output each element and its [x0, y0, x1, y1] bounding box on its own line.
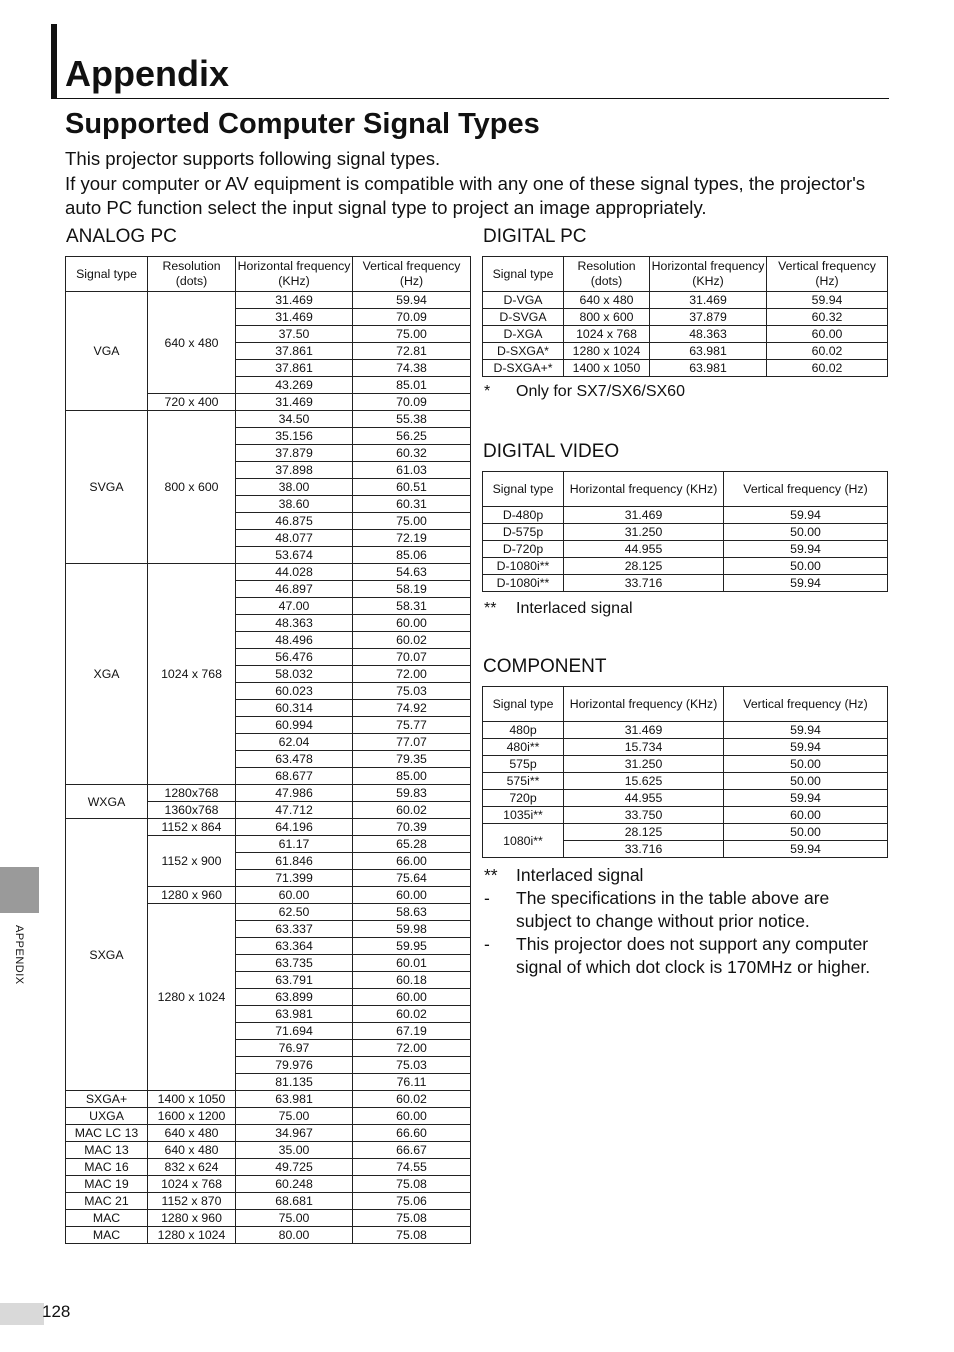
vertical-frequency-cell: 60.00: [353, 1108, 471, 1125]
signal-type-cell: XGA: [66, 564, 148, 785]
horizontal-frequency-cell: 31.469: [564, 507, 724, 524]
vertical-frequency-cell: 59.98: [353, 921, 471, 938]
vertical-frequency-cell: 59.94: [353, 292, 471, 309]
horizontal-frequency-cell: 31.469: [650, 292, 767, 309]
resolution-cell: 1024 x 768: [564, 326, 650, 343]
vertical-frequency-cell: 70.09: [353, 394, 471, 411]
col-header-vertical-frequency: Vertical frequency (Hz): [767, 257, 888, 292]
table-row: [483, 326, 888, 343]
horizontal-frequency-cell: 63.899: [236, 989, 353, 1006]
horizontal-frequency-cell: 60.994: [236, 717, 353, 734]
horizontal-frequency-cell: 34.50: [236, 411, 353, 428]
horizontal-frequency-cell: 31.469: [236, 309, 353, 326]
horizontal-frequency-cell: 81.135: [236, 1074, 353, 1091]
resolution-cell: 1152 x 864: [148, 819, 236, 836]
resolution-cell: 1400 x 1050: [148, 1091, 236, 1108]
horizontal-frequency-cell: 33.716: [564, 841, 724, 858]
table-row: [66, 292, 471, 309]
horizontal-frequency-cell: 46.875: [236, 513, 353, 530]
vertical-frequency-cell: 75.00: [353, 326, 471, 343]
vertical-frequency-cell: 59.94: [724, 739, 888, 756]
horizontal-frequency-cell: 48.363: [650, 326, 767, 343]
bullet-mark: -: [484, 888, 490, 908]
intro-line-1: This projector supports following signal types.: [65, 148, 441, 169]
vertical-frequency-cell: 75.06: [353, 1193, 471, 1210]
col-header-signal-type: Signal type: [66, 257, 148, 292]
horizontal-frequency-cell: 71.694: [236, 1023, 353, 1040]
vertical-frequency-cell: 55.38: [353, 411, 471, 428]
horizontal-frequency-cell: 47.00: [236, 598, 353, 615]
horizontal-frequency-cell: 34.967: [236, 1125, 353, 1142]
table-row: [66, 1159, 471, 1176]
title-bar: [51, 24, 57, 99]
signal-type-cell: 575p: [483, 756, 564, 773]
resolution-cell: 1280x768: [148, 785, 236, 802]
signal-type-cell: UXGA: [66, 1108, 148, 1125]
component-note: [484, 864, 889, 887]
vertical-frequency-cell: 66.67: [353, 1142, 471, 1159]
vertical-frequency-cell: 60.51: [353, 479, 471, 496]
table-row: [66, 1176, 471, 1193]
table-row: [483, 360, 888, 377]
side-label: APPENDIX: [13, 925, 25, 985]
vertical-frequency-cell: 60.31: [353, 496, 471, 513]
note-mark: *: [484, 383, 491, 400]
vertical-frequency-cell: 79.35: [353, 751, 471, 768]
horizontal-frequency-cell: 68.677: [236, 768, 353, 785]
table-row: [483, 824, 888, 841]
horizontal-frequency-cell: 31.250: [564, 524, 724, 541]
vertical-frequency-cell: 60.01: [353, 955, 471, 972]
horizontal-frequency-cell: 47.712: [236, 802, 353, 819]
vertical-frequency-cell: 60.02: [353, 632, 471, 649]
vertical-frequency-cell: 50.00: [724, 773, 888, 790]
horizontal-frequency-cell: 53.674: [236, 547, 353, 564]
page-number-background: [0, 1303, 44, 1325]
col-header-signal-type: Signal type: [483, 472, 564, 507]
col-header-vertical-frequency: Vertical frequency (Hz): [724, 472, 888, 507]
horizontal-frequency-cell: 61.846: [236, 853, 353, 870]
vertical-frequency-cell: 85.00: [353, 768, 471, 785]
vertical-frequency-cell: 74.38: [353, 360, 471, 377]
note-text: Interlaced signal: [516, 600, 633, 617]
resolution-cell: 1152 x 900: [148, 836, 236, 887]
horizontal-frequency-cell: 37.898: [236, 462, 353, 479]
vertical-frequency-cell: 59.94: [724, 507, 888, 524]
table-row: [66, 1193, 471, 1210]
resolution-cell: 640 x 480: [564, 292, 650, 309]
table-row: [483, 343, 888, 360]
note-mark: **: [484, 865, 498, 885]
horizontal-frequency-cell: 71.399: [236, 870, 353, 887]
table-row: [66, 819, 471, 836]
vertical-frequency-cell: 54.63: [353, 564, 471, 581]
resolution-cell: 1280 x 960: [148, 1210, 236, 1227]
col-header-horizontal-frequency: Horizontal frequency (KHz): [564, 472, 724, 507]
signal-type-cell: 575i**: [483, 773, 564, 790]
vertical-frequency-cell: 85.01: [353, 377, 471, 394]
vertical-frequency-cell: 59.94: [724, 541, 888, 558]
vertical-frequency-cell: 60.00: [724, 807, 888, 824]
horizontal-frequency-cell: 61.17: [236, 836, 353, 853]
vertical-frequency-cell: 65.28: [353, 836, 471, 853]
signal-type-cell: MAC 21: [66, 1193, 148, 1210]
bullet-item: [484, 887, 889, 933]
resolution-cell: 832 x 624: [148, 1159, 236, 1176]
vertical-frequency-cell: 70.07: [353, 649, 471, 666]
analog-pc-heading: ANALOG PC: [66, 226, 177, 247]
analog-pc-table: [65, 256, 471, 1244]
horizontal-frequency-cell: 63.364: [236, 938, 353, 955]
horizontal-frequency-cell: 37.879: [236, 445, 353, 462]
horizontal-frequency-cell: 60.00: [236, 887, 353, 904]
bullet-mark: -: [484, 934, 490, 954]
col-header-signal-type: Signal type: [483, 687, 564, 722]
col-header-resolution: Resolution (dots): [564, 257, 650, 292]
horizontal-frequency-cell: 47.986: [236, 785, 353, 802]
vertical-frequency-cell: 50.00: [724, 756, 888, 773]
signal-type-cell: SXGA: [66, 819, 148, 1091]
table-row: [483, 756, 888, 773]
bullet-text: This projector does not support any computer signal of which dot clock is 170MHz or higher.: [516, 934, 871, 977]
page-number: 128: [42, 1302, 71, 1321]
resolution-cell: 1280 x 960: [148, 887, 236, 904]
table-row: [483, 507, 888, 524]
bullet-text: The specifications in the table above are subject to change without prior notice.: [516, 888, 830, 931]
intro-text: [65, 147, 895, 221]
vertical-frequency-cell: 72.81: [353, 343, 471, 360]
resolution-cell: 1400 x 1050: [564, 360, 650, 377]
vertical-frequency-cell: 58.63: [353, 904, 471, 921]
col-header-vertical-frequency: Vertical frequency (Hz): [724, 687, 888, 722]
signal-type-cell: D-SXGA*: [483, 343, 564, 360]
signal-type-cell: SXGA+: [66, 1091, 148, 1108]
vertical-frequency-cell: 70.09: [353, 309, 471, 326]
vertical-frequency-cell: 85.06: [353, 547, 471, 564]
signal-type-cell: MAC 19: [66, 1176, 148, 1193]
digital-video-note: [484, 597, 633, 620]
col-header-horizontal-frequency: Horizontal frequency (KHz): [650, 257, 767, 292]
horizontal-frequency-cell: 48.363: [236, 615, 353, 632]
horizontal-frequency-cell: 38.00: [236, 479, 353, 496]
digital-video-table: [482, 471, 888, 592]
vertical-frequency-cell: 60.02: [353, 802, 471, 819]
col-header-signal-type: Signal type: [483, 257, 564, 292]
horizontal-frequency-cell: 37.861: [236, 343, 353, 360]
horizontal-frequency-cell: 62.04: [236, 734, 353, 751]
vertical-frequency-cell: 61.03: [353, 462, 471, 479]
resolution-cell: 640 x 480: [148, 1142, 236, 1159]
table-row: [483, 773, 888, 790]
horizontal-frequency-cell: 63.981: [650, 343, 767, 360]
signal-type-cell: WXGA: [66, 785, 148, 819]
bullet-item: [484, 933, 889, 979]
resolution-cell: 1280 x 1024: [564, 343, 650, 360]
vertical-frequency-cell: 72.19: [353, 530, 471, 547]
resolution-cell: 1024 x 768: [148, 1176, 236, 1193]
horizontal-frequency-cell: 63.791: [236, 972, 353, 989]
signal-type-cell: 480p: [483, 722, 564, 739]
horizontal-frequency-cell: 35.00: [236, 1142, 353, 1159]
table-row: [66, 1142, 471, 1159]
table-row: [66, 1210, 471, 1227]
horizontal-frequency-cell: 76.97: [236, 1040, 353, 1057]
signal-type-cell: 1080i**: [483, 824, 564, 858]
intro-line-2: If your computer or AV equipment is compatible with any one of these signal types, the projector's auto PC function select the input signal type to project an image appropriately.: [65, 172, 866, 218]
resolution-cell: 800 x 600: [564, 309, 650, 326]
signal-type-cell: VGA: [66, 292, 148, 411]
vertical-frequency-cell: 76.11: [353, 1074, 471, 1091]
col-header-vertical-frequency: Vertical frequency (Hz): [353, 257, 471, 292]
signal-type-cell: 1035i**: [483, 807, 564, 824]
section-tab: [0, 867, 39, 913]
vertical-frequency-cell: 75.03: [353, 1057, 471, 1074]
horizontal-frequency-cell: 31.469: [236, 394, 353, 411]
col-header-horizontal-frequency: Horizontal frequency (KHz): [236, 257, 353, 292]
resolution-cell: 640 x 480: [148, 1125, 236, 1142]
vertical-frequency-cell: 60.00: [353, 615, 471, 632]
vertical-frequency-cell: 60.02: [767, 360, 888, 377]
section-title: Supported Computer Signal Types: [65, 108, 540, 140]
resolution-cell: 1280 x 1024: [148, 904, 236, 1091]
digital-pc-heading: DIGITAL PC: [483, 226, 587, 247]
vertical-frequency-cell: 75.77: [353, 717, 471, 734]
horizontal-frequency-cell: 38.60: [236, 496, 353, 513]
vertical-frequency-cell: 77.07: [353, 734, 471, 751]
horizontal-frequency-cell: 49.725: [236, 1159, 353, 1176]
vertical-frequency-cell: 67.19: [353, 1023, 471, 1040]
horizontal-frequency-cell: 37.879: [650, 309, 767, 326]
table-row: [483, 309, 888, 326]
table-row: [483, 541, 888, 558]
resolution-cell: 1024 x 768: [148, 564, 236, 785]
table-row: [66, 1227, 471, 1244]
component-table: [482, 686, 888, 858]
horizontal-frequency-cell: 48.496: [236, 632, 353, 649]
vertical-frequency-cell: 75.00: [353, 513, 471, 530]
vertical-frequency-cell: 50.00: [724, 524, 888, 541]
vertical-frequency-cell: 75.08: [353, 1176, 471, 1193]
vertical-frequency-cell: 75.08: [353, 1227, 471, 1244]
vertical-frequency-cell: 60.00: [353, 989, 471, 1006]
vertical-frequency-cell: 60.18: [353, 972, 471, 989]
digital-pc-table: [482, 256, 888, 377]
signal-type-cell: 720p: [483, 790, 564, 807]
horizontal-frequency-cell: 46.897: [236, 581, 353, 598]
resolution-cell: 1600 x 1200: [148, 1108, 236, 1125]
horizontal-frequency-cell: 58.032: [236, 666, 353, 683]
horizontal-frequency-cell: 64.196: [236, 819, 353, 836]
table-row: [483, 524, 888, 541]
vertical-frequency-cell: 58.19: [353, 581, 471, 598]
resolution-cell: 1360x768: [148, 802, 236, 819]
signal-type-cell: MAC LC 13: [66, 1125, 148, 1142]
horizontal-frequency-cell: 80.00: [236, 1227, 353, 1244]
vertical-frequency-cell: 60.00: [353, 887, 471, 904]
horizontal-frequency-cell: 44.028: [236, 564, 353, 581]
signal-type-cell: D-SXGA+*: [483, 360, 564, 377]
table-row: [66, 1091, 471, 1108]
horizontal-frequency-cell: 63.337: [236, 921, 353, 938]
vertical-frequency-cell: 59.94: [767, 292, 888, 309]
horizontal-frequency-cell: 44.955: [564, 790, 724, 807]
horizontal-frequency-cell: 28.125: [564, 824, 724, 841]
vertical-frequency-cell: 60.02: [353, 1006, 471, 1023]
table-row: [483, 807, 888, 824]
digital-pc-note: [484, 380, 685, 403]
vertical-frequency-cell: 50.00: [724, 824, 888, 841]
horizontal-frequency-cell: 33.716: [564, 575, 724, 592]
signal-type-cell: D-480p: [483, 507, 564, 524]
horizontal-frequency-cell: 63.735: [236, 955, 353, 972]
note-mark: **: [484, 600, 497, 617]
vertical-frequency-cell: 74.55: [353, 1159, 471, 1176]
vertical-frequency-cell: 59.94: [724, 575, 888, 592]
table-row: [483, 739, 888, 756]
horizontal-frequency-cell: 31.469: [236, 292, 353, 309]
horizontal-frequency-cell: 79.976: [236, 1057, 353, 1074]
table-row: [483, 722, 888, 739]
page-title: Appendix: [65, 53, 230, 94]
table-row: [483, 575, 888, 592]
horizontal-frequency-cell: 63.981: [650, 360, 767, 377]
resolution-cell: 1280 x 1024: [148, 1227, 236, 1244]
component-notes: [484, 864, 889, 979]
signal-type-cell: D-1080i**: [483, 558, 564, 575]
vertical-frequency-cell: 59.83: [353, 785, 471, 802]
note-text: Interlaced signal: [516, 865, 644, 885]
signal-type-cell: D-1080i**: [483, 575, 564, 592]
table-row: [66, 411, 471, 428]
horizontal-frequency-cell: 15.625: [564, 773, 724, 790]
horizontal-frequency-cell: 75.00: [236, 1108, 353, 1125]
horizontal-frequency-cell: 15.734: [564, 739, 724, 756]
resolution-cell: 800 x 600: [148, 411, 236, 564]
horizontal-frequency-cell: 37.861: [236, 360, 353, 377]
table-row: [66, 1108, 471, 1125]
vertical-frequency-cell: 75.08: [353, 1210, 471, 1227]
digital-video-heading: DIGITAL VIDEO: [483, 441, 620, 462]
horizontal-frequency-cell: 63.478: [236, 751, 353, 768]
signal-type-cell: D-720p: [483, 541, 564, 558]
signal-type-cell: D-XGA: [483, 326, 564, 343]
table-row: [483, 558, 888, 575]
signal-type-cell: MAC: [66, 1210, 148, 1227]
horizontal-frequency-cell: 60.314: [236, 700, 353, 717]
title-rule: [57, 98, 889, 99]
vertical-frequency-cell: 59.94: [724, 841, 888, 858]
vertical-frequency-cell: 56.25: [353, 428, 471, 445]
horizontal-frequency-cell: 63.981: [236, 1091, 353, 1108]
vertical-frequency-cell: 75.64: [353, 870, 471, 887]
horizontal-frequency-cell: 44.955: [564, 541, 724, 558]
horizontal-frequency-cell: 63.981: [236, 1006, 353, 1023]
table-row: [66, 785, 471, 802]
horizontal-frequency-cell: 60.023: [236, 683, 353, 700]
horizontal-frequency-cell: 60.248: [236, 1176, 353, 1193]
vertical-frequency-cell: 70.39: [353, 819, 471, 836]
signal-type-cell: MAC: [66, 1227, 148, 1244]
vertical-frequency-cell: 72.00: [353, 1040, 471, 1057]
vertical-frequency-cell: 60.02: [767, 343, 888, 360]
vertical-frequency-cell: 66.00: [353, 853, 471, 870]
vertical-frequency-cell: 59.95: [353, 938, 471, 955]
horizontal-frequency-cell: 37.50: [236, 326, 353, 343]
vertical-frequency-cell: 59.94: [724, 722, 888, 739]
signal-type-cell: D-VGA: [483, 292, 564, 309]
horizontal-frequency-cell: 43.269: [236, 377, 353, 394]
horizontal-frequency-cell: 31.250: [564, 756, 724, 773]
horizontal-frequency-cell: 33.750: [564, 807, 724, 824]
resolution-cell: 720 x 400: [148, 394, 236, 411]
signal-type-cell: D-575p: [483, 524, 564, 541]
horizontal-frequency-cell: 62.50: [236, 904, 353, 921]
vertical-frequency-cell: 59.94: [724, 790, 888, 807]
vertical-frequency-cell: 50.00: [724, 558, 888, 575]
vertical-frequency-cell: 66.60: [353, 1125, 471, 1142]
vertical-frequency-cell: 60.32: [353, 445, 471, 462]
vertical-frequency-cell: 60.02: [353, 1091, 471, 1108]
horizontal-frequency-cell: 28.125: [564, 558, 724, 575]
signal-type-cell: D-SVGA: [483, 309, 564, 326]
horizontal-frequency-cell: 75.00: [236, 1210, 353, 1227]
signal-type-cell: SVGA: [66, 411, 148, 564]
horizontal-frequency-cell: 68.681: [236, 1193, 353, 1210]
col-header-resolution: Resolution (dots): [148, 257, 236, 292]
table-row: [66, 1125, 471, 1142]
table-row: [483, 292, 888, 309]
horizontal-frequency-cell: 31.469: [564, 722, 724, 739]
vertical-frequency-cell: 72.00: [353, 666, 471, 683]
table-row: [66, 564, 471, 581]
table-row: [483, 790, 888, 807]
vertical-frequency-cell: 60.32: [767, 309, 888, 326]
vertical-frequency-cell: 75.03: [353, 683, 471, 700]
horizontal-frequency-cell: 35.156: [236, 428, 353, 445]
vertical-frequency-cell: 58.31: [353, 598, 471, 615]
resolution-cell: 1152 x 870: [148, 1193, 236, 1210]
horizontal-frequency-cell: 48.077: [236, 530, 353, 547]
signal-type-cell: MAC 13: [66, 1142, 148, 1159]
resolution-cell: 640 x 480: [148, 292, 236, 394]
note-text: Only for SX7/SX6/SX60: [516, 383, 685, 400]
signal-type-cell: MAC 16: [66, 1159, 148, 1176]
signal-type-cell: 480i**: [483, 739, 564, 756]
vertical-frequency-cell: 74.92: [353, 700, 471, 717]
horizontal-frequency-cell: 56.476: [236, 649, 353, 666]
col-header-horizontal-frequency: Horizontal frequency (KHz): [564, 687, 724, 722]
component-heading: COMPONENT: [483, 656, 607, 677]
vertical-frequency-cell: 60.00: [767, 326, 888, 343]
